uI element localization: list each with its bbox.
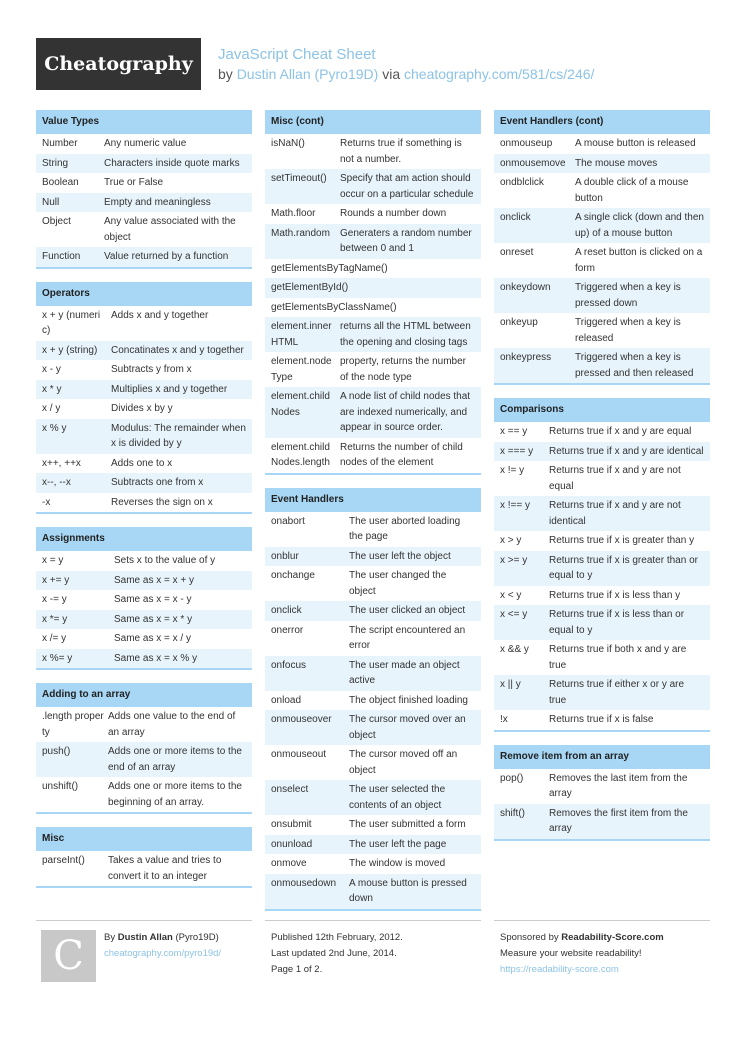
via-text: via [382, 66, 401, 82]
row-description: Same as x = x - y [114, 594, 192, 605]
table-row [265, 566, 481, 601]
table-row [265, 259, 481, 279]
row-description: Same as x = x % y [114, 652, 198, 664]
row-description: Generaters a random number between 0 and 1 [340, 227, 472, 254]
row-description: The user left the page [349, 838, 447, 850]
table-row [494, 208, 710, 243]
row-description: Reverses the sign on x [111, 496, 213, 508]
row-description: Returns true if either x or y are true [549, 679, 685, 706]
column-3 [494, 110, 710, 854]
row-description: Returns true if x and y are not identical [549, 500, 681, 527]
row-key: x >= y [500, 554, 528, 566]
table-row [36, 247, 252, 267]
row-description: Rounds a number down [340, 208, 447, 219]
row-key: x % y [42, 422, 67, 434]
row-description: Returns true if something is not a number. [340, 138, 462, 165]
table-row [36, 610, 252, 630]
row-description: Adds one to x [111, 457, 173, 469]
page-title: JavaScript Cheat Sheet [218, 46, 376, 63]
row-key: unshift() [42, 781, 79, 792]
sponsor-tagline: Measure your website readability! [500, 948, 642, 959]
row-key: onmove [271, 858, 307, 869]
row-description: The cursor moved over an object [349, 714, 466, 741]
section-rows [494, 769, 710, 839]
row-description: Adds one or more items to the beginning of an array. [108, 781, 242, 808]
table-row [494, 134, 710, 154]
table-row [36, 419, 252, 454]
row-key: onabort [271, 515, 305, 527]
table-row [36, 306, 252, 341]
row-description: Removes the first item from the array [549, 807, 688, 834]
section-rows [36, 851, 252, 886]
table-row [36, 649, 252, 669]
table-row [265, 710, 481, 745]
row-description: Adds x and y together [111, 309, 209, 321]
row-description: Concatinates x and y together [111, 344, 244, 356]
row-key: Boolean [42, 177, 79, 188]
section-title: Value Types [36, 110, 252, 134]
row-description: Subtracts y from x [111, 364, 192, 375]
table-row [265, 298, 481, 318]
table-row [265, 134, 481, 169]
table-row [494, 173, 710, 208]
column-1 [36, 110, 252, 901]
table-row [36, 454, 252, 474]
section-rows [494, 134, 710, 383]
table-row [36, 493, 252, 513]
footer-author-link[interactable]: cheatography.com/pyro19d/ [104, 948, 222, 959]
section-title: Misc (cont) [265, 110, 481, 134]
row-key: setTimeout() [271, 173, 327, 184]
table-row [494, 586, 710, 606]
row-description: property, returns the number of the node type [340, 356, 466, 383]
author-avatar[interactable]: C [41, 930, 96, 982]
section [36, 827, 252, 888]
row-key: x === y [500, 445, 534, 457]
table-row [265, 601, 481, 621]
row-description: Any numeric value [104, 138, 187, 149]
row-key: x / y [42, 403, 61, 414]
table-row [36, 399, 252, 419]
table-row [36, 629, 252, 649]
row-description: Removes the last item from the array [549, 772, 688, 799]
row-key: !x [500, 714, 508, 725]
column-2 [265, 110, 481, 924]
row-key: onblur [271, 550, 299, 562]
footer-publication [271, 930, 481, 978]
row-description: Modulus: The remainder when x is divided by y [111, 422, 246, 449]
row-description: Sets x to the value of y [114, 555, 216, 566]
row-key: Math.floor [271, 208, 316, 219]
row-description: Returns true if both x and y are true [549, 644, 687, 671]
row-description: Returns true if x is greater than y [549, 535, 695, 546]
table-row [494, 154, 710, 174]
row-description: Same as x = x / y [114, 633, 191, 644]
section-title: Adding to an array [36, 683, 252, 707]
row-description: Same as x = x + y [114, 574, 195, 586]
table-row [265, 874, 481, 909]
footer-divider [494, 920, 710, 921]
row-description: Returns true if x is false [549, 714, 654, 725]
table-row [265, 204, 481, 224]
row-key: element.innerHTML [271, 321, 332, 348]
table-row [494, 348, 710, 383]
row-description: Returns true if x and y are equal [549, 426, 692, 437]
row-key: Number [42, 138, 78, 149]
row-description: The cursor moved off an object [349, 749, 458, 776]
table-row [265, 854, 481, 874]
row-key: Function [42, 251, 81, 262]
row-key: parseInt() [42, 855, 85, 866]
row-key: x <= y [500, 609, 528, 620]
row-description: A double click of a mouse button [575, 177, 689, 204]
section-rows [36, 551, 252, 668]
row-key: push() [42, 746, 71, 757]
updated-date: Last updated 2nd June, 2014. [271, 948, 397, 959]
row-key: onmouseover [271, 714, 332, 725]
row-description: The user selected the contents of an object [349, 784, 446, 811]
row-description: Value returned by a function [104, 251, 229, 262]
table-row [36, 173, 252, 193]
row-description: Returns true if x is less than y [549, 589, 681, 601]
row-key: x++, ++x [42, 457, 81, 469]
section-rows [36, 306, 252, 513]
row-description: True or False [104, 177, 164, 188]
footer-author [104, 930, 252, 962]
row-key: -x [42, 496, 51, 508]
row-key: onfocus [271, 659, 307, 671]
table-row [36, 134, 252, 154]
row-key: element.nodeType [271, 356, 332, 383]
row-key: onkeyup [500, 317, 538, 328]
section-title: Event Handlers (cont) [494, 110, 710, 134]
table-row [36, 742, 252, 777]
row-description: Adds one value to the end of an array [108, 711, 236, 738]
section-title: Remove item from an array [494, 745, 710, 769]
row-key: String [42, 157, 69, 169]
row-description: A reset button is clicked on a form [575, 247, 703, 274]
row-key: x !== y [500, 500, 531, 511]
table-row [494, 710, 710, 730]
row-key: x * y [42, 383, 62, 395]
row-key: onmousemove [500, 157, 566, 169]
row-key: onreset [500, 247, 534, 258]
table-row [494, 675, 710, 710]
row-description: A single click (down and then up) of a mouse button [575, 212, 704, 239]
row-description: Returns true if x is less than or equal to y [549, 609, 685, 636]
table-row [265, 169, 481, 204]
table-row [265, 352, 481, 387]
table-row [494, 313, 710, 348]
row-description: The user made an object active [349, 659, 460, 686]
cheatography-logo[interactable]: Cheatography [36, 38, 201, 90]
row-description: The user aborted loading the page [349, 515, 461, 542]
table-row [265, 656, 481, 691]
table-row [494, 461, 710, 496]
section-rows [36, 134, 252, 267]
row-description: The user left the object [349, 550, 451, 562]
section-rows [265, 512, 481, 909]
footer-divider [36, 920, 252, 921]
row-description: The mouse moves [575, 157, 658, 169]
row-key: getElementById() [271, 282, 349, 293]
table-row [36, 571, 252, 591]
table-row [36, 360, 252, 380]
table-row [494, 640, 710, 675]
section-title: Operators [36, 282, 252, 306]
table-row [494, 531, 710, 551]
row-key: onkeypress [500, 352, 552, 363]
table-row [36, 707, 252, 742]
table-row [36, 154, 252, 174]
table-row [265, 780, 481, 815]
row-description: Divides x by y [111, 403, 173, 414]
row-key: onmousedown [271, 877, 337, 889]
table-row [265, 621, 481, 656]
table-row [36, 380, 252, 400]
row-description: Specify that am action should occur on a particular schedule [340, 173, 474, 200]
footer-by-text: By [104, 932, 116, 943]
row-key: shift() [500, 807, 525, 819]
row-key: x--, --x [42, 477, 71, 488]
sponsor-link[interactable]: https://readability-score.com [500, 964, 619, 975]
table-row [265, 815, 481, 835]
row-key: onclick [500, 212, 531, 223]
table-row [494, 243, 710, 278]
row-key: x != y [500, 465, 525, 476]
footer-divider [265, 920, 481, 921]
footer-author-handle: (Pyro19D) [175, 932, 219, 943]
row-key: x /= y [42, 633, 67, 644]
row-description: The window is moved [349, 858, 446, 869]
row-description: Empty and meaningless [104, 196, 211, 208]
table-row [265, 691, 481, 711]
row-description: Takes a value and tries to convert it to an integer [108, 855, 222, 882]
footer-author-name: Dustin Allan [117, 932, 173, 943]
row-key: x *= y [42, 613, 68, 625]
published-date: Published 12th February, 2012. [271, 932, 403, 943]
row-key: x -= y [42, 594, 67, 605]
row-description: Subtracts one from x [111, 477, 204, 488]
row-key: onunload [271, 838, 313, 850]
row-key: x + y (numeric) [42, 309, 101, 336]
row-description: returns all the HTML between the opening and closing tags [340, 321, 471, 348]
sponsored-by-text: Sponsored by [500, 932, 559, 943]
section [36, 527, 252, 670]
section-title: Comparisons [494, 398, 710, 422]
row-description: Returns the number of child nodes of the element [340, 441, 463, 468]
row-description: Any value associated with the object [104, 216, 236, 243]
row-key: Object [42, 216, 71, 227]
row-key: onmouseup [500, 138, 553, 149]
section-title: Misc [36, 827, 252, 851]
table-row [36, 777, 252, 812]
row-description: The user changed the object [349, 570, 447, 597]
row-key: onload [271, 694, 302, 706]
row-description: The user submitted a form [349, 819, 466, 830]
row-key: x + y (string) [42, 344, 98, 356]
row-key: Null [42, 196, 60, 208]
table-row [494, 496, 710, 531]
row-key: onsubmit [271, 819, 312, 830]
row-description: Triggered when a key is pressed down [575, 282, 681, 309]
table-row [265, 438, 481, 473]
row-key: onkeydown [500, 282, 551, 293]
section [36, 110, 252, 269]
section-rows [265, 134, 481, 473]
row-key: onerror [271, 624, 304, 636]
row-description: The script encountered an error [349, 624, 466, 651]
row-key: x == y [500, 426, 528, 437]
table-row [265, 547, 481, 567]
section-title: Assignments [36, 527, 252, 551]
row-description: Characters inside quote marks [104, 157, 240, 169]
table-row [494, 769, 710, 804]
row-key: .length property [42, 711, 104, 738]
table-row [36, 551, 252, 571]
byline [218, 66, 594, 82]
row-description: Returns true if x and y are not equal [549, 465, 681, 492]
row-description: A mouse button is released [575, 138, 696, 149]
row-description: Returns true if x is greater than or equal to y [549, 554, 698, 581]
sheet-url-link[interactable]: cheatography.com/581/cs/246/ [404, 66, 595, 82]
table-row [36, 341, 252, 361]
row-key: onselect [271, 784, 309, 795]
table-row [265, 512, 481, 547]
row-key: x += y [42, 574, 70, 586]
section-rows [494, 422, 710, 730]
table-row [494, 605, 710, 640]
table-row [494, 278, 710, 313]
row-key: element.childNodes [271, 391, 330, 418]
row-key: onchange [271, 570, 315, 581]
row-key: x < y [500, 589, 522, 601]
table-row [265, 745, 481, 780]
row-key: onclick [271, 605, 302, 616]
section [265, 488, 481, 911]
table-row [265, 278, 481, 298]
row-key: ondblclick [500, 177, 544, 188]
row-key: pop() [500, 772, 524, 784]
section [494, 110, 710, 385]
row-key: Math.random [271, 227, 330, 239]
row-key: getElementsByTagName() [271, 262, 388, 274]
row-description: Adds one or more items to the end of an array [108, 746, 242, 773]
table-row [494, 442, 710, 462]
table-row [265, 317, 481, 352]
row-key: x %= y [42, 652, 73, 664]
table-row [36, 473, 252, 493]
table-row [494, 422, 710, 442]
footer-sponsor [500, 930, 710, 978]
row-key: x > y [500, 535, 522, 546]
section-rows [36, 707, 252, 812]
row-key: getElementsByClassName() [271, 301, 397, 313]
section-title: Event Handlers [265, 488, 481, 512]
row-key: isNaN() [271, 138, 305, 149]
section [36, 282, 252, 515]
table-row [265, 387, 481, 438]
row-description: Returns true if x and y are identical [549, 445, 704, 457]
row-description: The user clicked an object [349, 605, 466, 616]
row-description: Same as x = x * y [114, 613, 193, 625]
section [494, 398, 710, 732]
section [265, 110, 481, 475]
row-description: Triggered when a key is pressed and then released [575, 352, 694, 379]
row-description: The object finished loading [349, 694, 468, 706]
table-row [265, 224, 481, 259]
row-description: A mouse button is pressed down [349, 877, 467, 904]
table-row [494, 804, 710, 839]
row-description: Triggered when a key is released [575, 317, 681, 344]
table-row [36, 193, 252, 213]
table-row [265, 835, 481, 855]
section [494, 745, 710, 841]
page-number: Page 1 of 2. [271, 964, 323, 975]
table-row [36, 590, 252, 610]
row-key: x = y [42, 555, 64, 566]
row-description: A node list of child nodes that are indexed numerically, and appear in source order. [340, 391, 471, 433]
row-key: x && y [500, 644, 529, 655]
section [36, 683, 252, 814]
author-link[interactable]: Dustin Allan (Pyro19D) [236, 66, 379, 82]
sponsor-name[interactable]: Readability-Score.com [561, 932, 664, 943]
table-row [36, 851, 252, 886]
row-key: onmouseout [271, 749, 327, 760]
by-text: by [218, 66, 233, 82]
table-row [36, 212, 252, 247]
row-key: element.childNodes.length [271, 441, 330, 468]
table-row [494, 551, 710, 586]
row-key: x - y [42, 364, 61, 375]
row-key: x || y [500, 679, 521, 690]
row-description: Multiplies x and y together [111, 383, 228, 395]
